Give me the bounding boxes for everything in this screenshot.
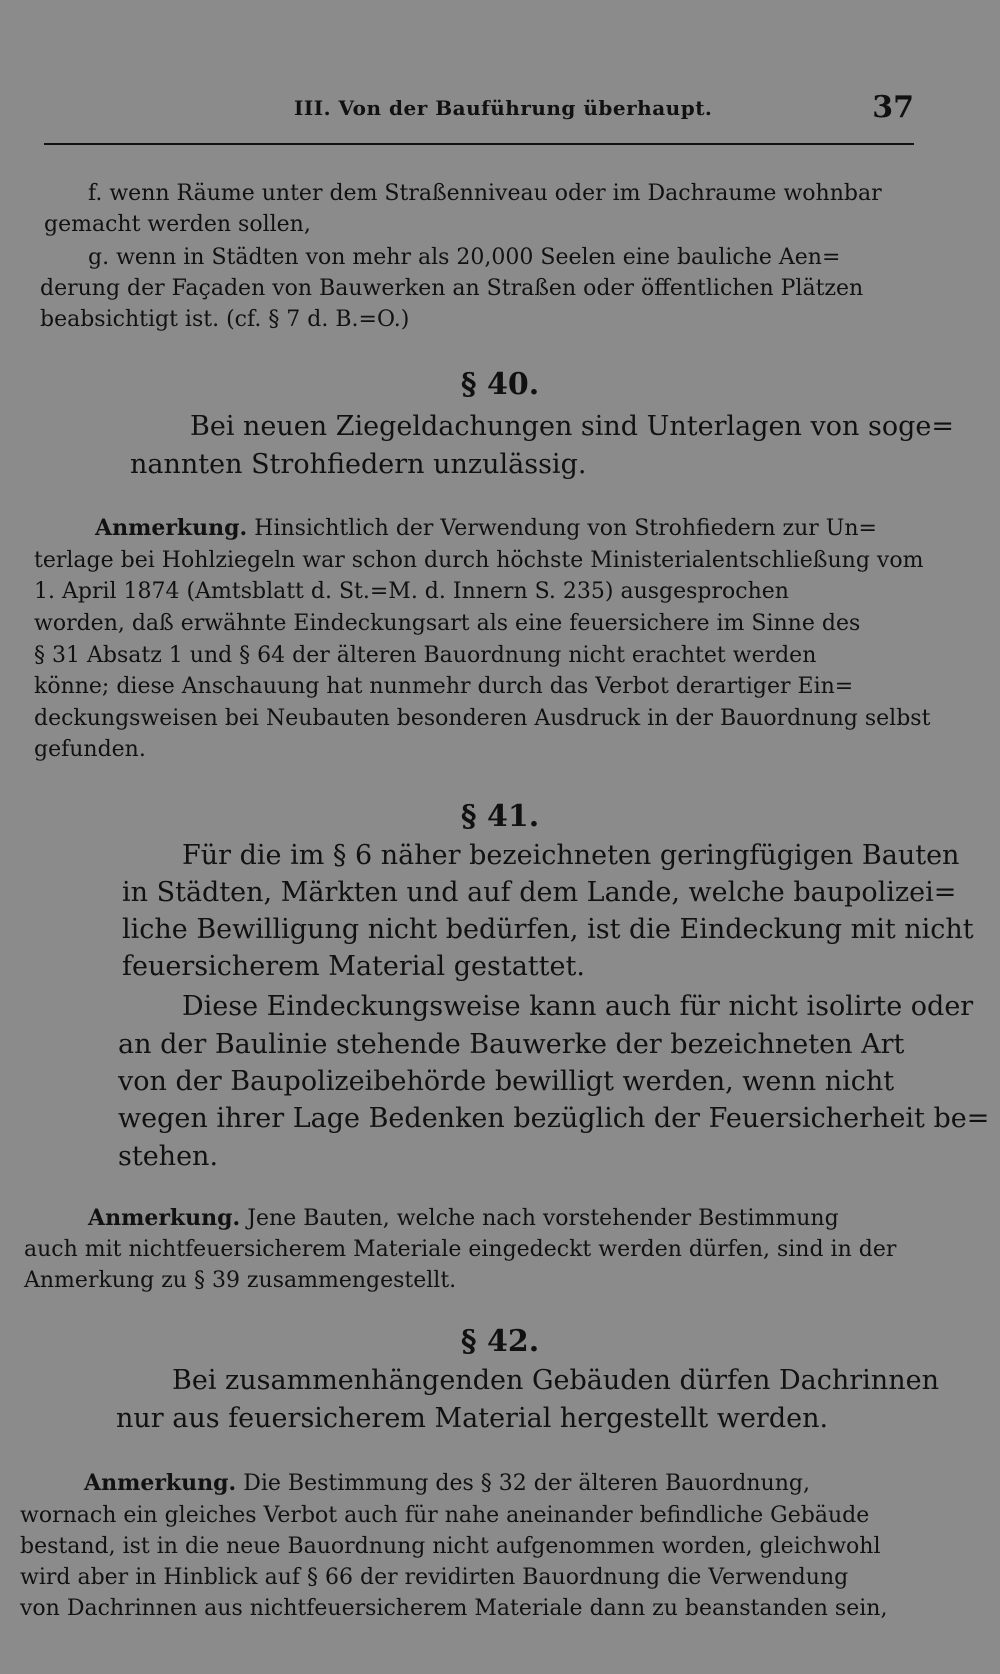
section-text-line: Diese Eindeckungsweise kann auch für nicht isolirte oder	[182, 991, 974, 1022]
section-text-line: stehen.	[118, 1141, 219, 1172]
note-label: Anmerkung.	[88, 1205, 241, 1231]
note-line: worden, daß erwähnte Eindeckungsart als eine feuersichere im Sinne des	[34, 611, 861, 636]
note-line: wornach ein gleiches Verbot auch für nahe aneinander befindliche Gebäude	[20, 1503, 870, 1528]
section-text-line: Bei neuen Ziegeldachungen sind Unterlagen von soge=	[190, 411, 954, 442]
note-line: terlage bei Hohlziegeln war schon durch höchste Ministerialentschließung vom	[34, 548, 924, 573]
section-text-line: Bei zusammenhängenden Gebäuden dürfen Dachrinnen	[172, 1365, 939, 1396]
section-text-line: wegen ihrer Lage Bedenken bezüglich der Feuersicherheit be=	[118, 1103, 990, 1134]
list-item: f. wenn Räume unter dem Straßenniveau oder im Dachraume wohnbar	[88, 181, 882, 206]
section-text-line: feuersicherem Material gestattet.	[122, 951, 585, 982]
note-line: auch mit nichtfeuersicherem Materiale eingedeckt werden dürfen, sind in der	[24, 1237, 897, 1262]
list-item: beabsichtigt ist. (cf. § 7 d. B.=O.)	[40, 307, 410, 332]
note-line	[88, 1203, 839, 1234]
section-text-line: nur aus feuersicherem Material hergestellt werden.	[116, 1403, 829, 1434]
note-line: Anmerkung zu § 39 zusammengestellt.	[24, 1268, 457, 1293]
note-line: könne; diese Anschauung hat nunmehr durch das Verbot derartiger Ein=	[34, 674, 854, 699]
page-number: 37	[872, 90, 914, 125]
note-text: Jene Bauten, welche nach vorstehender Bestimmung	[247, 1206, 839, 1231]
running-header	[44, 90, 914, 136]
note-line: deckungsweisen bei Neubauten besonderen Ausdruck in der Bauordnung selbst	[34, 706, 931, 731]
note-line: wird aber in Hinblick auf § 66 der revidirten Bauordnung die Verwendung	[20, 1565, 849, 1590]
section-text-line: liche Bewilligung nicht bedürfen, ist die Eindeckung mit nicht	[122, 914, 974, 945]
note-line	[84, 1468, 810, 1499]
note-line: von Dachrinnen aus nichtfeuersicherem Materiale dann zu beanstanden sein,	[20, 1596, 888, 1621]
note-line: § 31 Absatz 1 und § 64 der älteren Bauordnung nicht erachtet werden	[34, 643, 817, 668]
list-item: derung der Façaden von Bauwerken an Straßen oder öffentlichen Plätzen	[40, 276, 864, 301]
note-line: 1. April 1874 (Amtsblatt d. St.=M. d. Innern S. 235) ausgesprochen	[34, 579, 789, 604]
section-text-line: von der Baupolizeibehörde bewilligt werden, wenn nicht	[118, 1066, 895, 1097]
note-label: Anmerkung.	[95, 515, 248, 541]
header-rule	[44, 143, 914, 145]
section-text-line: an der Baulinie stehende Bauwerke der bezeichneten Art	[118, 1029, 905, 1060]
note-line: gefunden.	[34, 737, 146, 762]
section-text-line: Für die im § 6 näher bezeichneten geringfügigen Bauten	[182, 840, 960, 871]
note-label: Anmerkung.	[84, 1470, 237, 1496]
section-heading: § 40.	[460, 367, 540, 402]
section-heading: § 41.	[460, 799, 540, 834]
section-text-line: in Städten, Märkten und auf dem Lande, welche baupolizei=	[122, 877, 957, 908]
note-text: Die Bestimmung des § 32 der älteren Bauordnung,	[243, 1471, 810, 1496]
note-text: Hinsichtlich der Verwendung von Strohfiedern zur Un=	[254, 516, 877, 541]
list-item: gemacht werden sollen,	[44, 212, 311, 237]
note-line	[95, 513, 877, 544]
section-heading: § 42.	[460, 1324, 540, 1359]
list-item: g. wenn in Städten von mehr als 20,000 Seelen eine bauliche Aen=	[88, 245, 841, 270]
section-text-line: nannten Strohfiedern unzulässig.	[130, 449, 587, 480]
note-line: bestand, ist in die neue Bauordnung nicht aufgenommen worden, gleichwohl	[20, 1534, 881, 1559]
chapter-title: III. Von der Bauführung überhaupt.	[294, 96, 713, 120]
